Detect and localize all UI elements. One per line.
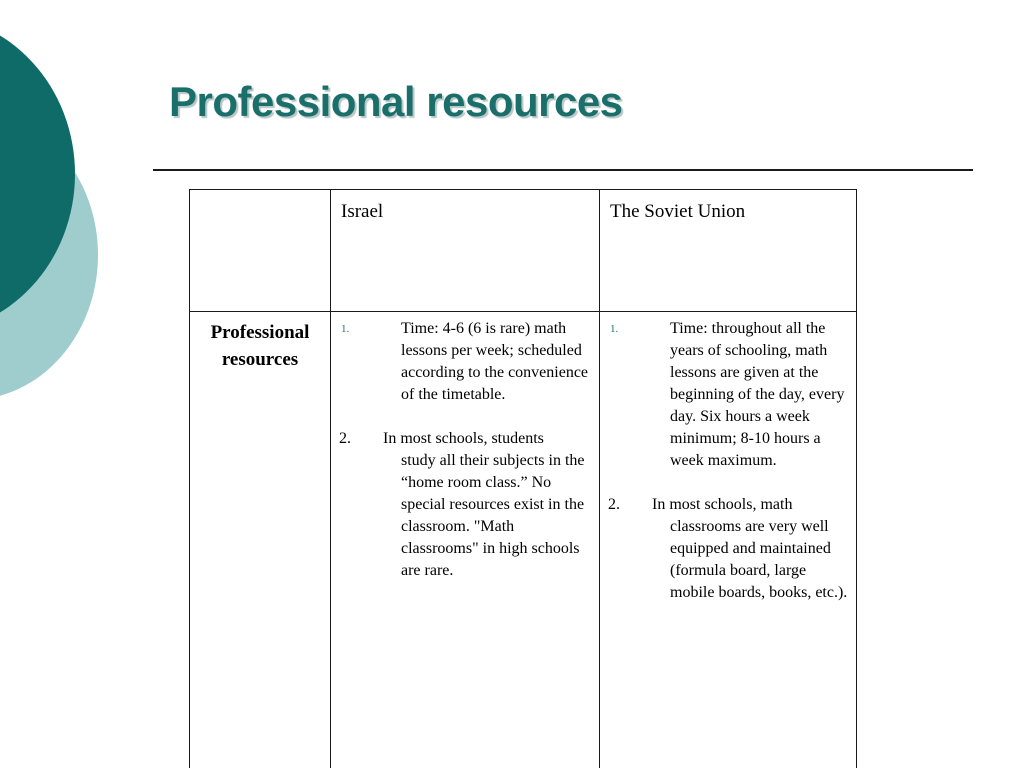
soviet-union-cell (600, 312, 857, 768)
list-item-text: classrooms are very well equipped and maintained (formula board, large mobile boards, books, etc.). (670, 518, 848, 601)
list-marker: 2. (608, 496, 620, 513)
header-israel: Israel (331, 190, 600, 312)
table-row (190, 312, 857, 768)
header-empty-cell (190, 190, 331, 312)
header-soviet-union: The Soviet Union (600, 190, 857, 312)
spacer (608, 472, 850, 494)
slide-title: Professional resources (169, 78, 623, 125)
list-item-text: Time: 4-6 (6 is rare) math lessons per week; scheduled according to the convenience of the timetable. (401, 320, 589, 403)
list-item (339, 318, 593, 406)
table-header-row (190, 190, 857, 312)
list-marker: 1. (341, 323, 350, 335)
list-item (608, 494, 850, 604)
list-item-text: study all their subjects in the “home room class.” No special resources exist in the classroom. "Math classrooms" in high schools are rare. (401, 452, 585, 579)
israel-cell (331, 312, 600, 768)
list-marker: 1. (610, 323, 619, 335)
list-item (339, 428, 593, 582)
list-item-text: Time: throughout all the years of schooling, math lessons are given at the beginning of the day, every day. Six hours a week minimum; 8-10 hours a week maximum. (670, 320, 845, 469)
list-item-text-start: In most schools, students (383, 430, 544, 447)
list-item (608, 318, 850, 472)
list-item-first-line (339, 428, 593, 450)
title-divider (153, 169, 973, 171)
spacer (339, 406, 593, 428)
comparison-table (189, 189, 857, 768)
list-item-text-start: In most schools, math (652, 496, 793, 513)
list-item-first-line (608, 494, 850, 516)
list-marker: 2. (339, 430, 351, 447)
row-label-professional-resources: Professional resources (190, 312, 331, 768)
